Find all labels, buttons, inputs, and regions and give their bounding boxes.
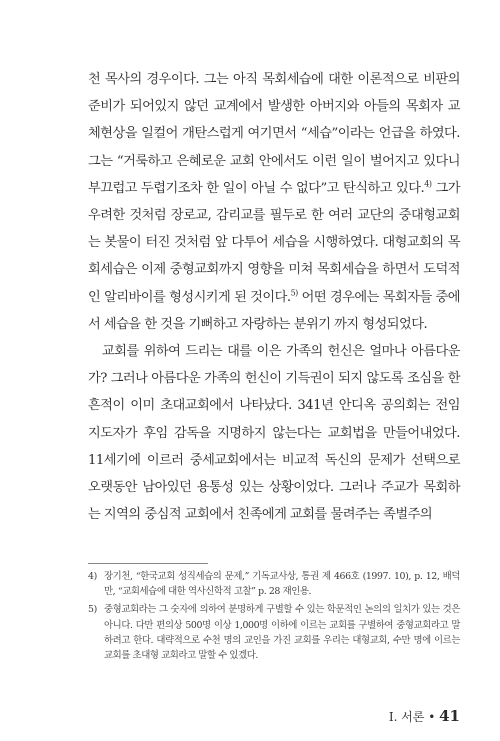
footnote-number: 4) (88, 571, 97, 582)
footnote-ref-4[interactable]: 4) (424, 179, 432, 189)
footnote-number: 5) (88, 604, 97, 616)
footnotes (88, 569, 460, 666)
footnote-text: 중형교회라는 그 숫자에 의하여 분명하게 구별할 수 있는 학문적인 논의의 일치가 있는 것은 아니다. 다만 편의상 500명 이상 1,000명 이하에 이르는 교회를 구별하여 중형교회라고 말하려고 한다. 대략적으로 수천 명의 교인을 가진 교회를 우리는 대형교회, 수만 명에 이르는 교회를 초대형 교회라고 말할 수 있겠다. (104, 604, 460, 662)
body-text (88, 66, 460, 528)
footnote-divider (88, 563, 208, 564)
footnote-ref-5[interactable]: 5) (290, 288, 298, 298)
paragraph-1 (88, 66, 460, 338)
footer-bullet: • (428, 710, 436, 724)
footnote-4 (88, 569, 460, 599)
footnote-5 (88, 602, 460, 663)
paragraph-1-part-b: 그가 우려한 것처럼 장로교, 감리교를 필두로 한 여러 교단의 중대형교회는 봇물이 터진 것처럼 앞 다투어 세습을 시행하였다. 대형교회의 목회세습은 이제 중형교회까지 영향을 미쳐 목회세습을 하면서 도덕적인 알리바이를 형성시키게 된 것이다. (88, 180, 460, 305)
paragraph-1-part-a: 천 목사의 경우이다. 그는 아직 목회세습에 대한 이론적으로 비판의 준비가 되어있지 않던 교계에서 발생한 아버지와 아들의 목회자 교체현상을 일컬어 개탄스럽게 여기면서 “세습”이라는 언급을 하였다. 그는 “거룩하고 은혜로운 교회 안에서도 이런 일이 벌어지고 있다니 부끄럽고 두렵기조차 한 일이 아닐 수 없다”고 탄식하고 있다. (88, 72, 460, 196)
page-footer (389, 707, 460, 725)
paragraph-2: 교회를 위하여 드리는 대를 이은 가족의 헌신은 얼마나 아름다운가? 그러나 아름다운 가족의 헌신이 기득권이 되지 않도록 조심을 한 흔적이 이미 초대교회에서 나타났다. 341년 안디옥 공의회는 전임 지도자가 후임 감독을 지명하지 않는다는 교회법을 만들어내었다. 11세기에 이르러 중세교회에서는 비교적 독신의 문제가 선택으로 오랫동안 남아있던 용통성 있는 상황이었다. 그러나 주교가 목회하는 지역의 중심적 교회에서 친족에게 교회를 물려주는 족벌주의 (88, 344, 460, 523)
section-title: I. 서론 (388, 710, 425, 724)
page-number: 41 (439, 707, 460, 725)
paragraph-1-part-c: 어떤 경우에는 목회자들 중에서 세습을 한 것을 기뻐하고 자랑하는 분위기 까지 형성되었다. (88, 289, 460, 332)
footnote-text: 장기천, “한국교회 성직세습의 문제,” 기독교사상, 통권 제 466호 (1997. 10), p. 12, 배덕만, “교회세습에 대한 역사신학적 고찰” p. 28 재인용. (104, 571, 460, 598)
